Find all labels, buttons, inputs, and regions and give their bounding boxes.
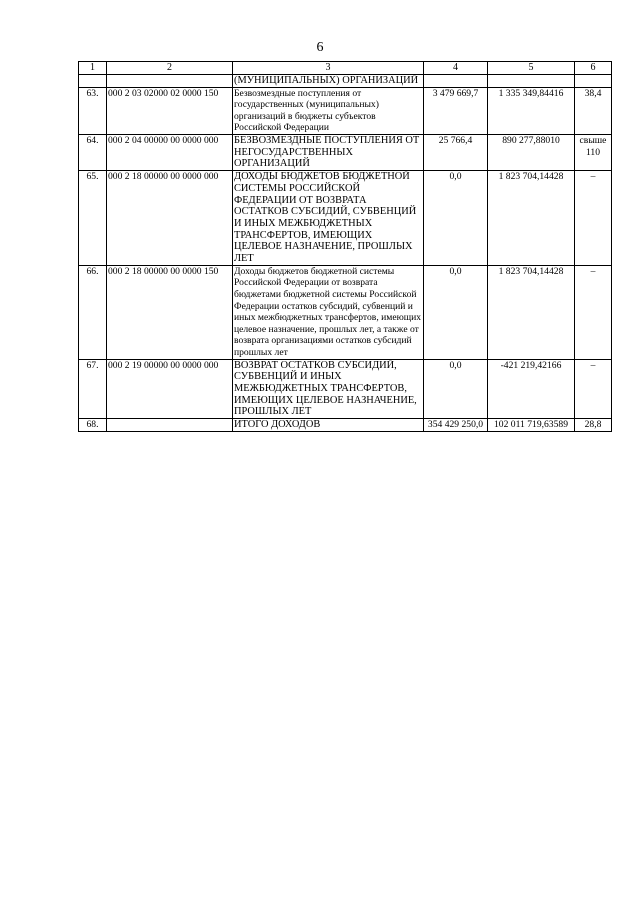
- budget-code: 000 2 03 02000 02 0000 150: [107, 87, 233, 134]
- plan-amount: 3 479 669,7: [424, 87, 488, 134]
- execution-percent: –: [575, 171, 612, 266]
- budget-code: 000 2 18 00000 00 0000 150: [107, 265, 233, 359]
- actual-amount: 1 823 704,14428: [488, 171, 575, 266]
- actual-amount: -421 219,42166: [488, 359, 575, 419]
- table-header-row: [79, 62, 612, 75]
- budget-code: [107, 75, 233, 88]
- row-number: 63.: [79, 87, 107, 134]
- execution-percent: –: [575, 359, 612, 419]
- revenue-name: ИТОГО ДОХОДОВ: [233, 419, 424, 432]
- row-number: [79, 75, 107, 88]
- plan-amount: [424, 75, 488, 88]
- header-cell: 3: [233, 62, 424, 75]
- table-row: [79, 359, 612, 419]
- header-cell: 2: [107, 62, 233, 75]
- header-cell: 6: [575, 62, 612, 75]
- header-cell: 5: [488, 62, 575, 75]
- table-row: [79, 265, 612, 359]
- plan-amount: 0,0: [424, 359, 488, 419]
- revenue-name: ВОЗВРАТ ОСТАТКОВ СУБСИДИЙ, СУБВЕНЦИЙ И ИНЫХ МЕЖБЮДЖЕТНЫХ ТРАНСФЕРТОВ, ИМЕЮЩИХ ЦЕЛЕВОЕ НАЗНАЧЕНИЕ, ПРОШЛЫХ ЛЕТ: [233, 359, 424, 419]
- page-number: 6: [316, 40, 324, 55]
- budget-code: 000 2 18 00000 00 0000 000: [107, 171, 233, 266]
- revenue-table: [78, 61, 612, 432]
- execution-percent: [575, 75, 612, 88]
- table-row: [79, 419, 612, 432]
- revenue-name: Доходы бюджетов бюджетной системы Российской Федерации от возврата бюджетами бюджетной системы Российской Федерации остатков субсидий, субвенций и иных межбюджетных трансфертов, имеющих целевое назначение, прошлых лет, а также от возврата организациями остатков субсидий прошлых лет: [233, 265, 424, 359]
- revenue-name: ДОХОДЫ БЮДЖЕТОВ БЮДЖЕТНОЙ СИСТЕМЫ РОССИЙСКОЙ ФЕДЕРАЦИИ ОТ ВОЗВРАТА ОСТАТКОВ СУБСИДИЙ, СУБВЕНЦИЙ И ИНЫХ МЕЖБЮДЖЕТНЫХ ТРАНСФЕРТОВ, ИМЕЮЩИХ ЦЕЛЕВОЕ НАЗНАЧЕНИЕ, ПРОШЛЫХ ЛЕТ: [233, 171, 424, 266]
- actual-amount: 1 335 349,84416: [488, 87, 575, 134]
- row-number: 65.: [79, 171, 107, 266]
- execution-percent: –: [575, 265, 612, 359]
- actual-amount: 102 011 719,63589: [488, 419, 575, 432]
- execution-percent: свыше 110: [575, 135, 612, 171]
- table-row: [79, 87, 612, 134]
- revenue-name: БЕЗВОЗМЕЗДНЫЕ ПОСТУПЛЕНИЯ ОТ НЕГОСУДАРСТВЕННЫХ ОРГАНИЗАЦИЙ: [233, 135, 424, 171]
- table-row: [79, 135, 612, 171]
- revenue-name: Безвозмездные поступления от государственных (муниципальных) организаций в бюджеты субъектов Российской Федерации: [233, 87, 424, 134]
- plan-amount: 0,0: [424, 265, 488, 359]
- actual-amount: [488, 75, 575, 88]
- execution-percent: 38,4: [575, 87, 612, 134]
- header-cell: 1: [79, 62, 107, 75]
- plan-amount: 0,0: [424, 171, 488, 266]
- row-number: 67.: [79, 359, 107, 419]
- row-number: 66.: [79, 265, 107, 359]
- table-row: [79, 171, 612, 266]
- execution-percent: 28,8: [575, 419, 612, 432]
- table-row: [79, 75, 612, 88]
- budget-code: 000 2 04 00000 00 0000 000: [107, 135, 233, 171]
- revenue-name: (МУНИЦИПАЛЬНЫХ) ОРГАНИЗАЦИЙ: [233, 75, 424, 88]
- budget-code: 000 2 19 00000 00 0000 000: [107, 359, 233, 419]
- actual-amount: 890 277,88010: [488, 135, 575, 171]
- budget-code: [107, 419, 233, 432]
- plan-amount: 354 429 250,0: [424, 419, 488, 432]
- row-number: 64.: [79, 135, 107, 171]
- actual-amount: 1 823 704,14428: [488, 265, 575, 359]
- row-number: 68.: [79, 419, 107, 432]
- plan-amount: 25 766,4: [424, 135, 488, 171]
- header-cell: 4: [424, 62, 488, 75]
